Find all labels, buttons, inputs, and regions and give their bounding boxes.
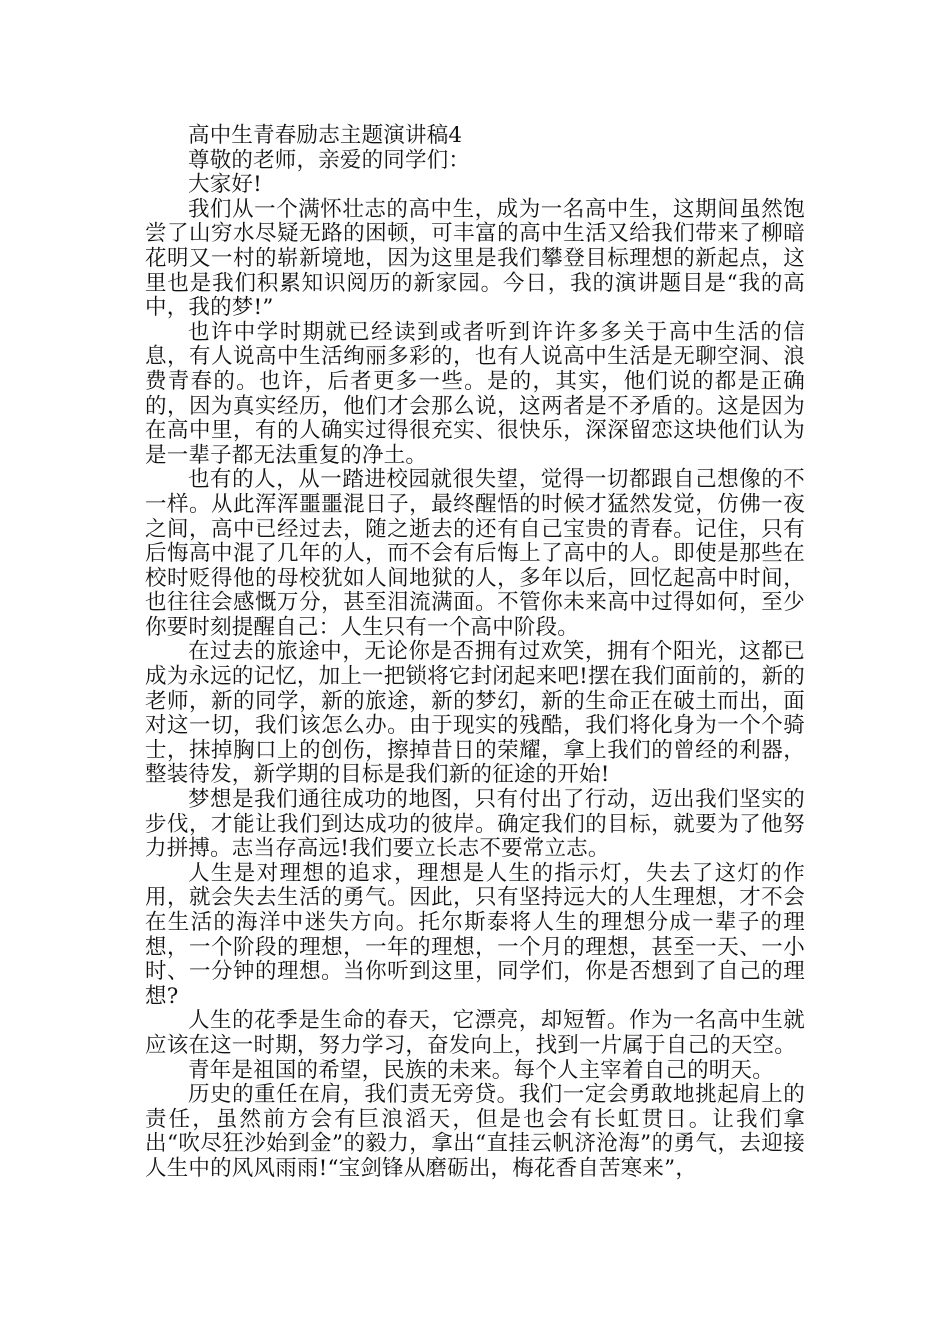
paragraph-6: 人生是对理想的追求，理想是人生的指示灯，失去了这灯的作用，就会失去生活的勇气。因此，只有坚持远大的人生理想，才不会在生活的海洋中迷失方向。托尔斯泰将人生的理想分成一辈子的理想，一个阶段的理想，一年的理想，一个月的理想，甚至一天、一小时、一分钟的理想。当你听到这里，同学们，你是否想到了自己的理想?	[145, 860, 805, 1009]
paragraph-1: 我们从一个满怀壮志的高中生，成为一名高中生，这期间虽然饱尝了山穷水尽疑无路的困顿，可丰富的高中生活又给我们带来了柳暗花明又一村的崭新境地，因为这里是我们攀登目标理想的新起点，这里也是我们积累知识阅历的新家园。今日，我的演讲题目是“我的高中，我的梦!”	[145, 196, 805, 321]
salutation: 尊敬的老师，亲爱的同学们：	[188, 147, 471, 173]
paragraph-4: 在过去的旅途中，无论你是否拥有过欢笑，拥有个阳光，这都已成为永远的记忆，加上一把锁将它封闭起来吧!摆在我们面前的，新的老师，新的同学，新的旅途，新的梦幻，新的生命正在破土而出，面对这一切，我们该怎么办。由于现实的残酷，我们将化身为一个个骑士，抹掉胸口上的创伤，擦掉昔日的荣耀，拿上我们的曾经的利器，整装待发，新学期的目标是我们新的征途的开始!	[145, 639, 805, 788]
document-page	[145, 124, 805, 1182]
paragraph-9: 历史的重任在肩，我们责无旁贷。我们一定会勇敢地挑起肩上的责任，虽然前方会有巨浪滔天，但是也会有长虹贯日。让我们拿出“吹尽狂沙始到金”的毅力，拿出“直挂云帆济沧海”的勇气，去迎接人生中的风风雨雨!“宝剑锋从磨砺出，梅花香自苦寒来”，	[145, 1082, 805, 1181]
document-title: 高中生青春励志主题演讲稿4	[188, 123, 463, 148]
paragraph-5: 梦想是我们通往成功的地图，只有付出了行动，迈出我们坚实的步伐，才能让我们到达成功的彼岸。确定我们的目标，就要为了他努力拼搏。志当存高远!我们要立长志不要常立志。	[145, 787, 805, 862]
greeting: 大家好!	[188, 172, 262, 198]
paragraph-3: 也有的人，从一踏进校园就很失望，觉得一切都跟自己想像的不一样。从此浑浑噩噩混日子，最终醒悟的时候才猛然发觉，仿佛一夜之间，高中已经过去，随之逝去的还有自己宝贵的青春。记住，只有后悔高中混了几年的人，而不会有后悔上了高中的人。即使是那些在校时贬得他的母校犹如人间地狱的人，多年以后，回忆起高中时间，也往往会感慨万分，甚至泪流满面。不管你未来高中过得如何，至少你要时刻提醒自己：人生只有一个高中阶段。	[145, 467, 805, 640]
paragraph-8: 青年是祖国的希望，民族的未来。每个人主宰着自己的明天。	[188, 1057, 774, 1083]
paragraph-2: 也许中学时期就已经读到或者听到许许多多关于高中生活的信息，有人说高中生活绚丽多彩的，也有人说高中生活是无聊空洞、浪费青春的。也许，后者更多一些。是的，其实，他们说的都是正确的，因为真实经历，他们才会那么说，这两者是不矛盾的。这是因为在高中里，有的人确实过得很充实、很快乐，深深留恋这块他们认为是一辈子都无法重复的净土。	[145, 319, 805, 468]
paragraph-7: 人生的花季是生命的春天，它漂亮，却短暂。作为一名高中生就应该在这一时期，努力学习，奋发向上，找到一片属于自己的天空。	[145, 1008, 805, 1058]
